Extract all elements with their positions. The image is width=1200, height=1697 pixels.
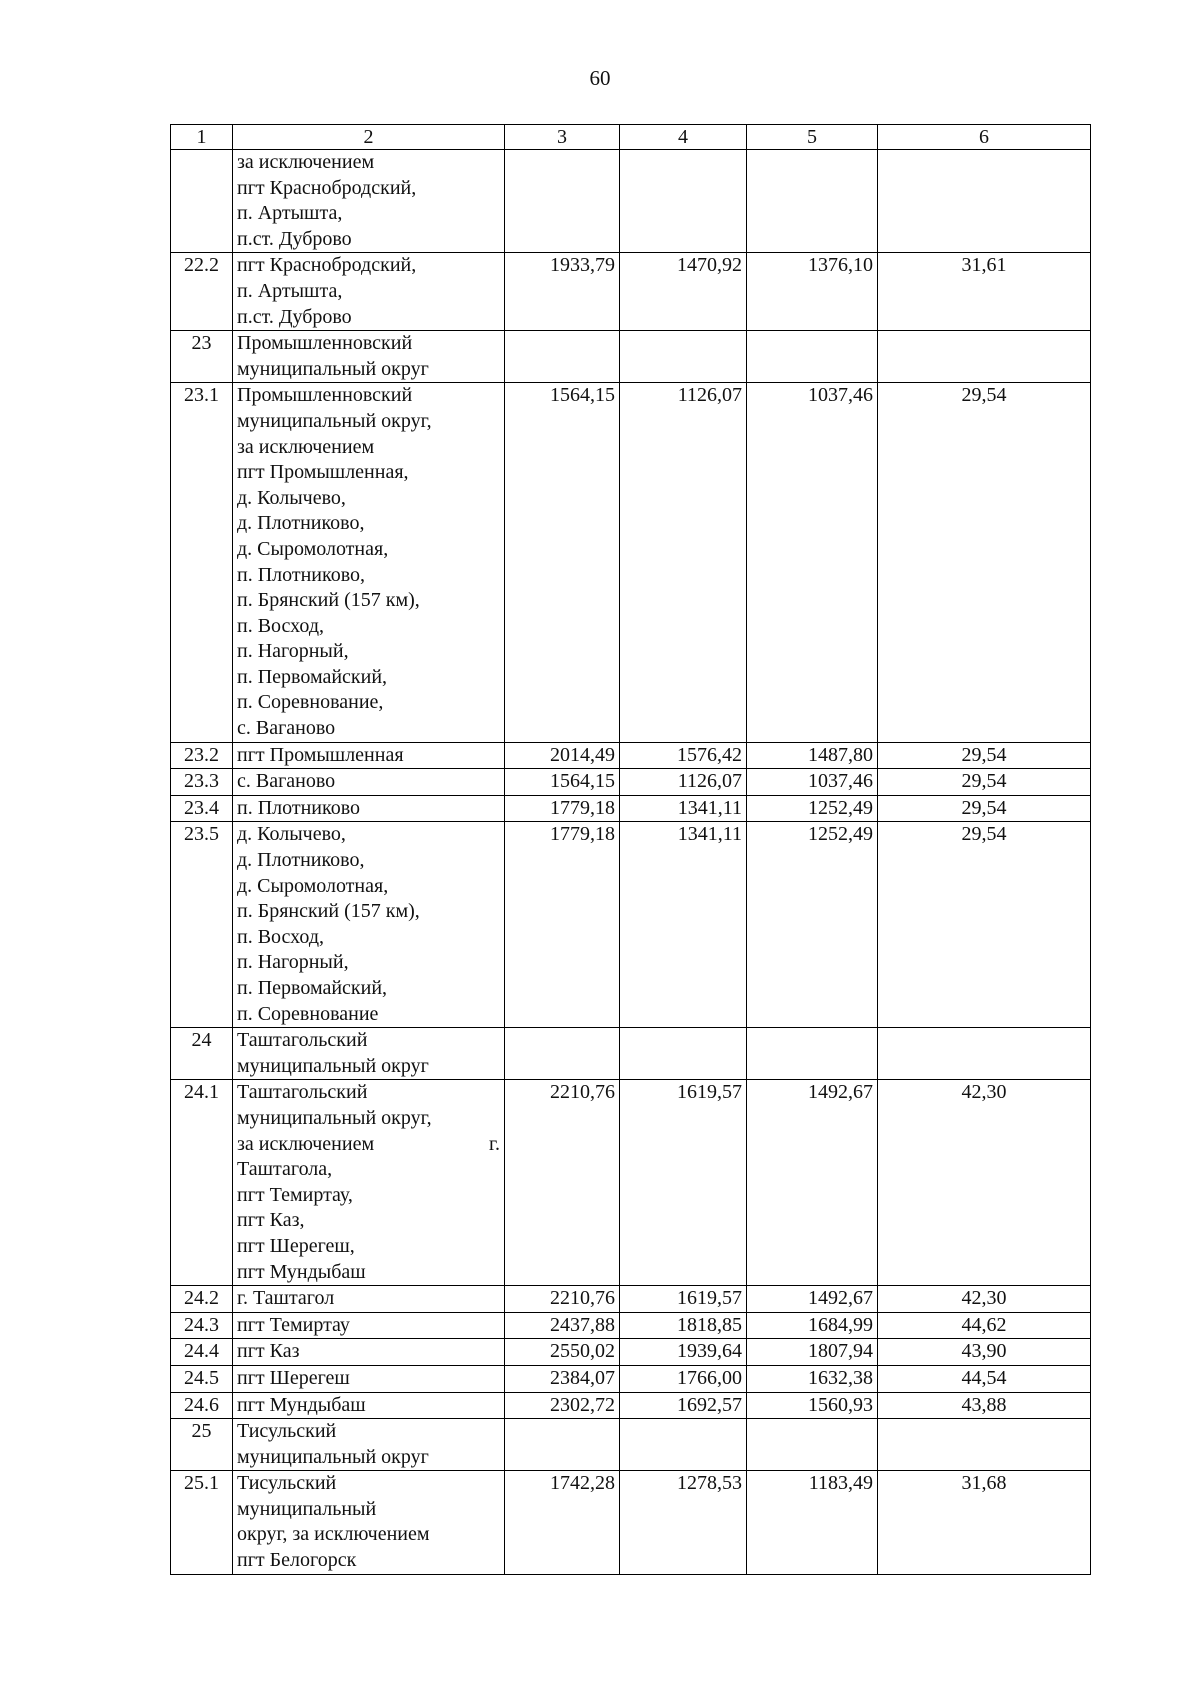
value-cell-v4: 1576,42 — [620, 742, 747, 769]
table-row — [171, 383, 1091, 742]
locality-name-line: п.ст. Дуброво — [237, 227, 352, 250]
table-row — [171, 822, 1091, 1028]
value-cell-v5: 1807,94 — [747, 1339, 878, 1366]
locality-name-line: Промышленновский — [237, 332, 413, 355]
value-cell-v4: 1126,07 — [620, 383, 747, 742]
value-cell-v5: 1376,10 — [747, 253, 878, 331]
value-cell-v4: 1818,85 — [620, 1312, 747, 1339]
locality-name-line: пгт Промышленная, — [237, 461, 409, 484]
table-row — [171, 1312, 1091, 1339]
page-number: 60 — [589, 66, 611, 90]
locality-name-line: пгт Краснобродский, — [237, 176, 417, 199]
row-number-cell: 24.6 — [171, 1392, 233, 1419]
value-cell-v5: 1560,93 — [747, 1392, 878, 1419]
table-row — [171, 1339, 1091, 1366]
locality-name-line: Таштагольский — [237, 1029, 368, 1052]
locality-name-cell — [233, 1339, 505, 1366]
row-number-cell: 24.2 — [171, 1286, 233, 1313]
table-row — [171, 1080, 1091, 1286]
locality-name-line: п. Соревнование — [237, 1002, 379, 1025]
value-cell-v5: 1487,80 — [747, 742, 878, 769]
value-cell-v6: 44,54 — [878, 1365, 1091, 1392]
value-cell-v5: 1037,46 — [747, 769, 878, 796]
value-cell-v3 — [505, 1419, 620, 1471]
locality-name-cell — [233, 1286, 505, 1313]
locality-name-line: Тисульский — [237, 1472, 337, 1495]
value-cell-v5: 1037,46 — [747, 383, 878, 742]
row-number-cell: 25.1 — [171, 1471, 233, 1574]
value-cell-v4: 1341,11 — [620, 795, 747, 822]
value-cell-v4: 1939,64 — [620, 1339, 747, 1366]
table-row — [171, 1286, 1091, 1313]
value-cell-v6: 44,62 — [878, 1312, 1091, 1339]
locality-name-line: муниципальный округ, — [237, 409, 432, 432]
column-header: 1 — [171, 125, 233, 150]
value-cell-v6: 43,88 — [878, 1392, 1091, 1419]
table-row — [171, 769, 1091, 796]
locality-name-line: п. Брянский (157 км), — [237, 900, 420, 923]
locality-name-line: д. Сыромолотная, — [237, 874, 389, 897]
value-cell-v4 — [620, 1028, 747, 1080]
row-number-cell: 24.1 — [171, 1080, 233, 1286]
value-cell-v5 — [747, 1028, 878, 1080]
locality-name-line: п. Плотниково, — [237, 563, 366, 586]
locality-name-cell — [233, 1080, 505, 1286]
locality-name-line: пгт Шерегеш, — [237, 1234, 355, 1257]
value-cell-v3: 2302,72 — [505, 1392, 620, 1419]
locality-name-line: п. Первомайский, — [237, 665, 388, 688]
table-row — [171, 150, 1091, 253]
locality-name-line: д. Колычево, — [237, 823, 346, 846]
locality-name-line: пгт Темиртау, — [237, 1183, 353, 1206]
locality-name-line: п. Соревнование, — [237, 691, 384, 714]
value-cell-v6 — [878, 1028, 1091, 1080]
locality-name-line: за исключением — [237, 151, 375, 173]
table-row — [171, 795, 1091, 822]
locality-name-cell — [233, 822, 505, 1028]
locality-name-line: п.ст. Дуброво — [237, 305, 352, 328]
row-number-cell: 24.4 — [171, 1339, 233, 1366]
locality-name-line: с. Ваганово — [237, 717, 336, 740]
value-cell-v6: 29,54 — [878, 742, 1091, 769]
locality-name-line: п. Артышта, — [237, 202, 343, 225]
value-cell-v3 — [505, 1028, 620, 1080]
value-cell-v3 — [505, 331, 620, 383]
locality-name-line: п. Брянский (157 км), — [237, 589, 420, 612]
value-cell-v4: 1470,92 — [620, 253, 747, 331]
locality-name-cell — [233, 253, 505, 331]
value-cell-v4: 1126,07 — [620, 769, 747, 796]
locality-name-line: п. Восход, — [237, 925, 324, 948]
value-cell-v6 — [878, 331, 1091, 383]
value-cell-v3: 2014,49 — [505, 742, 620, 769]
locality-name-line: муниципальный округ — [237, 357, 429, 380]
locality-name-line: пгт Темиртау — [237, 1313, 350, 1336]
locality-name-line: муниципальный округ, — [237, 1106, 432, 1129]
locality-name-fragment: за исключением — [237, 1132, 375, 1155]
column-header: 4 — [620, 125, 747, 150]
locality-name-line: д. Сыромолотная, — [237, 537, 389, 560]
value-cell-v6: 43,90 — [878, 1339, 1091, 1366]
value-cell-v4 — [620, 150, 747, 253]
value-cell-v4 — [620, 331, 747, 383]
value-cell-v3: 2437,88 — [505, 1312, 620, 1339]
locality-name-line: Тисульский — [237, 1420, 337, 1443]
locality-name-fragment: г. — [489, 1132, 500, 1155]
value-cell-v5 — [747, 331, 878, 383]
value-cell-v6: 29,54 — [878, 383, 1091, 742]
column-header: 3 — [505, 125, 620, 150]
table-row — [171, 331, 1091, 383]
value-cell-v6: 29,54 — [878, 822, 1091, 1028]
value-cell-v3: 1779,18 — [505, 822, 620, 1028]
locality-name-cell — [233, 742, 505, 769]
column-header: 5 — [747, 125, 878, 150]
row-number-cell: 25 — [171, 1419, 233, 1471]
locality-name-line: пгт Белогорск — [237, 1549, 357, 1572]
locality-name-line: п. Нагорный, — [237, 951, 349, 974]
value-cell-v3: 2210,76 — [505, 1080, 620, 1286]
value-cell-v5: 1252,49 — [747, 822, 878, 1028]
locality-name-line: г. Таштагол — [237, 1287, 335, 1310]
locality-name-cell — [233, 150, 505, 253]
value-cell-v4: 1619,57 — [620, 1286, 747, 1313]
locality-name-line: Промышленновский — [237, 384, 413, 407]
tariff-table — [170, 124, 1091, 1575]
value-cell-v4 — [620, 1419, 747, 1471]
value-cell-v5 — [747, 150, 878, 253]
value-cell-v5 — [747, 1419, 878, 1471]
locality-name-line: п. Первомайский, — [237, 977, 388, 999]
row-number-cell: 23.1 — [171, 383, 233, 742]
value-cell-v5: 1632,38 — [747, 1365, 878, 1392]
locality-name-line: муниципальный округ — [237, 1445, 429, 1468]
locality-name-cell — [233, 1471, 505, 1574]
locality-name-cell — [233, 769, 505, 796]
table-body — [171, 150, 1091, 1575]
locality-name-line: пгт Мундыбаш — [237, 1393, 366, 1416]
value-cell-v3: 2210,76 — [505, 1286, 620, 1313]
value-cell-v6: 42,30 — [878, 1080, 1091, 1286]
value-cell-v3: 2384,07 — [505, 1365, 620, 1392]
table-row — [171, 1365, 1091, 1392]
value-cell-v3: 1742,28 — [505, 1471, 620, 1574]
value-cell-v4: 1692,57 — [620, 1392, 747, 1419]
row-number-cell — [171, 150, 233, 253]
value-cell-v5: 1492,67 — [747, 1080, 878, 1286]
locality-name-line: пгт Мундыбаш — [237, 1260, 366, 1283]
locality-name-line: Таштагола, — [237, 1158, 333, 1181]
row-number-cell: 24.5 — [171, 1365, 233, 1392]
value-cell-v3 — [505, 150, 620, 253]
value-cell-v5: 1252,49 — [747, 795, 878, 822]
locality-name-line — [237, 1132, 500, 1158]
locality-name-cell — [233, 383, 505, 742]
locality-name-line: д. Плотниково, — [237, 512, 365, 535]
value-cell-v6: 42,30 — [878, 1286, 1091, 1313]
value-cell-v4: 1278,53 — [620, 1471, 747, 1574]
locality-name-line: д. Колычево, — [237, 486, 346, 509]
table-row — [171, 1419, 1091, 1471]
table-row — [171, 253, 1091, 331]
locality-name-line: п. Восход, — [237, 614, 324, 637]
table-row — [171, 1392, 1091, 1419]
locality-name-line: с. Ваганово — [237, 770, 336, 793]
locality-name-line: пгт Промышленная — [237, 743, 404, 766]
locality-name-line: пгт Каз, — [237, 1209, 305, 1232]
value-cell-v4: 1766,00 — [620, 1365, 747, 1392]
locality-name-cell — [233, 1419, 505, 1471]
row-number-cell: 24 — [171, 1028, 233, 1080]
value-cell-v6: 31,61 — [878, 253, 1091, 331]
locality-name-line: п. Артышта, — [237, 279, 343, 302]
table-row — [171, 1028, 1091, 1080]
value-cell-v3: 1564,15 — [505, 769, 620, 796]
value-cell-v3: 2550,02 — [505, 1339, 620, 1366]
locality-name-cell — [233, 1365, 505, 1392]
value-cell-v6 — [878, 150, 1091, 253]
locality-name-line: муниципальный округ — [237, 1054, 429, 1077]
table-row — [171, 1471, 1091, 1574]
value-cell-v3: 1564,15 — [505, 383, 620, 742]
value-cell-v5: 1183,49 — [747, 1471, 878, 1574]
locality-name-cell — [233, 795, 505, 822]
table-row — [171, 742, 1091, 769]
value-cell-v6: 29,54 — [878, 769, 1091, 796]
locality-name-cell — [233, 1028, 505, 1080]
row-number-cell: 23 — [171, 331, 233, 383]
value-cell-v3: 1779,18 — [505, 795, 620, 822]
locality-name-line: д. Плотниково, — [237, 849, 365, 872]
locality-name-cell — [233, 1392, 505, 1419]
row-number-cell: 23.3 — [171, 769, 233, 796]
locality-name-line: округ, за исключением — [237, 1523, 430, 1546]
locality-name-line: п. Плотниково — [237, 796, 361, 819]
row-number-cell: 23.5 — [171, 822, 233, 1028]
row-number-cell: 23.4 — [171, 795, 233, 822]
value-cell-v5: 1684,99 — [747, 1312, 878, 1339]
locality-name-line: муниципальный — [237, 1497, 377, 1520]
locality-name-line: пгт Краснобродский, — [237, 254, 417, 277]
value-cell-v3: 1933,79 — [505, 253, 620, 331]
locality-name-line: пгт Шерегеш — [237, 1366, 350, 1389]
row-number-cell: 24.3 — [171, 1312, 233, 1339]
locality-name-line: Таштагольский — [237, 1081, 368, 1104]
value-cell-v6 — [878, 1419, 1091, 1471]
locality-name-line: за исключением — [237, 435, 375, 458]
value-cell-v6: 31,68 — [878, 1471, 1091, 1574]
locality-name-cell — [233, 331, 505, 383]
value-cell-v4: 1341,11 — [620, 822, 747, 1028]
column-header: 2 — [233, 125, 505, 150]
value-cell-v6: 29,54 — [878, 795, 1091, 822]
locality-name-line: пгт Каз — [237, 1340, 300, 1363]
value-cell-v5: 1492,67 — [747, 1286, 878, 1313]
table-header-row — [171, 125, 1091, 150]
locality-name-line: п. Нагорный, — [237, 640, 349, 663]
row-number-cell: 23.2 — [171, 742, 233, 769]
column-header: 6 — [878, 125, 1091, 150]
row-number-cell: 22.2 — [171, 253, 233, 331]
value-cell-v4: 1619,57 — [620, 1080, 747, 1286]
locality-name-cell — [233, 1312, 505, 1339]
